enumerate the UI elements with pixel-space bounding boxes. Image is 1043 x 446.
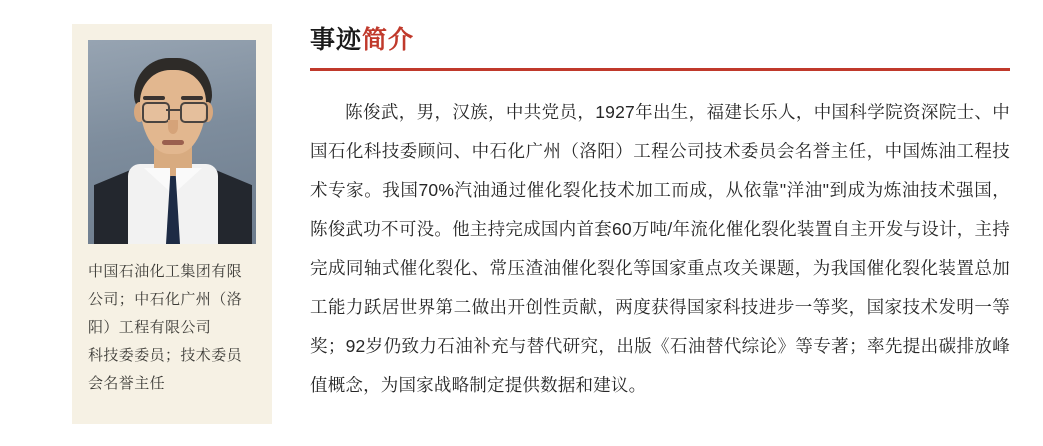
page-title-part-1: 事迹 [310, 26, 363, 54]
portrait-graphic [88, 40, 256, 244]
profile-card [72, 24, 272, 424]
portrait-brow-right [181, 96, 203, 100]
portrait-brow-left [143, 96, 165, 100]
affiliation-line-2: 科技委委员；技术委员会名誉主任 [88, 347, 243, 392]
portrait-nose [168, 120, 178, 134]
portrait-glasses-bridge [166, 109, 180, 111]
page-title-part-2: 简介 [362, 26, 415, 54]
content-area [310, 20, 1010, 405]
biography-text [310, 93, 1010, 405]
biography-body: 陈俊武，男，汉族，中共党员，1927年出生，福建长乐人，中国科学院资深院士、中国石化科技委顾问、中石化广州（洛阳）工程公司技术委员会名誉主任，中国炼油工程技术专家。我国70%汽油通过催化裂化技术加工而成，从依靠"洋油"到成为炼油技术强国，陈俊武功不可没。他主持完成国内首套60万吨/年流化催化裂化装置自主开发与设计，主持完成同轴式催化裂化、常压渣油催化裂化等国家重点攻关课题，为我国催化裂化装置总加工能力跃居世界第二做出开创性贡献，两度获得国家科技进步一等奖，国家技术发明一等奖；92岁仍致力石油补充与替代研究，出版《石油替代综论》等专著；率先提出碳排放峰值概念，为国家战略制定提供数据和建议。 [310, 102, 1010, 395]
portrait-glasses-right [180, 102, 208, 123]
profile-affiliation [88, 258, 256, 398]
page-title [310, 20, 1010, 71]
portrait-mouth [162, 140, 184, 145]
affiliation-line-1: 中国石油化工集团有限公司；中石化广州（洛阳）工程有限公司 [88, 263, 243, 336]
portrait-glasses-left [142, 102, 170, 123]
portrait-image [88, 40, 256, 244]
